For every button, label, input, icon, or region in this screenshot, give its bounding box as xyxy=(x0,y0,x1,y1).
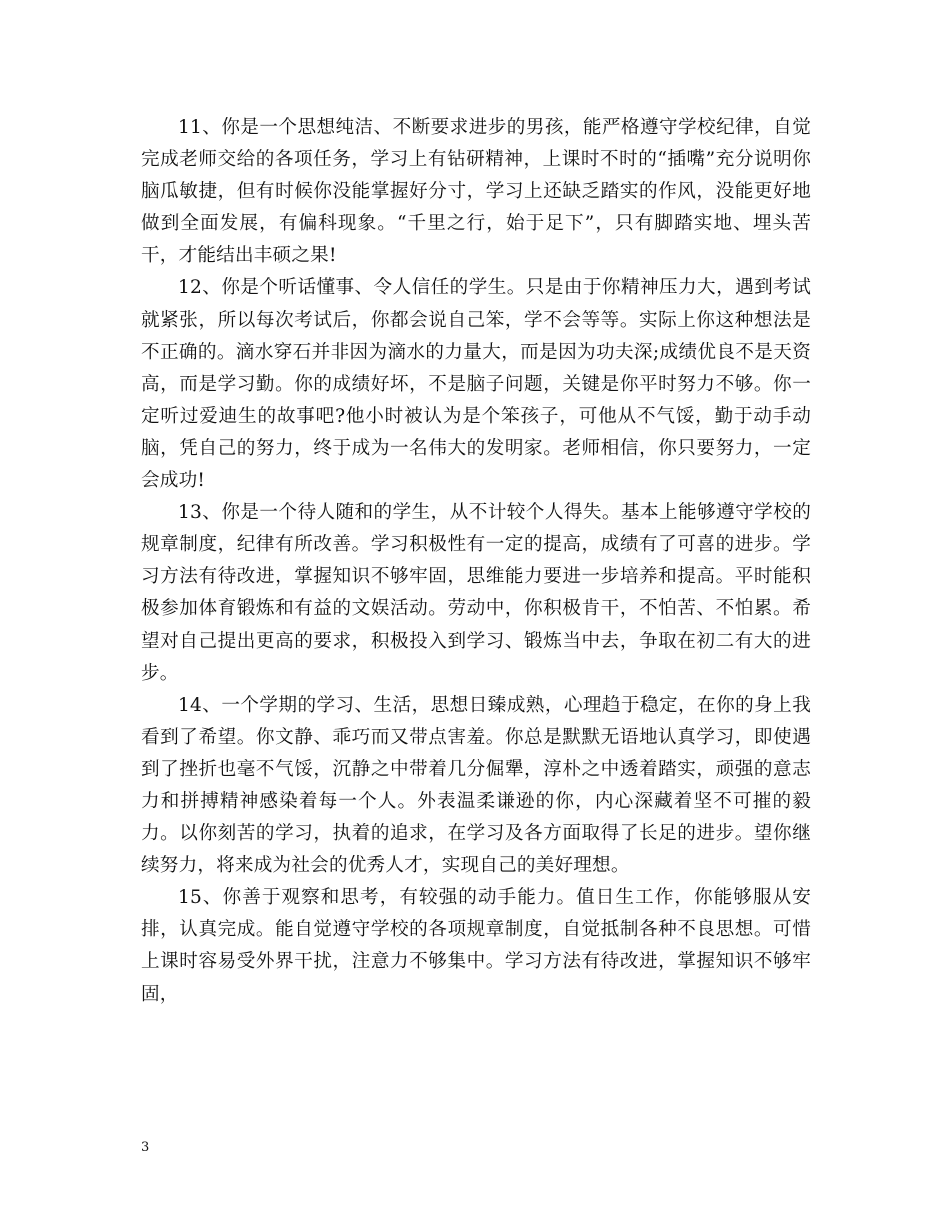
paragraph-12: 12、你是个听话懂事、令人信任的学生。只是由于你精神压力大，遇到考试就紧张，所以每次考试后，你都会说自己笨，学不会等等。实际上你这种想法是不正确的。滴水穿石并非因为滴水的力量大，而是因为功夫深;成绩优良不是天资高，而是学习勤。你的成绩好坏，不是脑子问题，关键是你平时努力不够。你一定听过爱迪生的故事吧?他小时被认为是个笨孩子，可他从不气馁，勤于动手动脑，凭自己的努力，终于成为一名伟大的发明家。老师相信，你只要努力，一定会成功! xyxy=(141,277,811,492)
document-body xyxy=(141,112,811,1011)
page-number: 3 xyxy=(141,1140,150,1155)
paragraph-14: 14、一个学期的学习、生活，思想日臻成熟，心理趋于稳定，在你的身上我看到了希望。你文静、乖巧而又带点害羞。你总是默默无语地认真学习，即使遇到了挫折也毫不气馁，沉静之中带着几分倔犟，淳朴之中透着踏实，顽强的意志力和拼搏精神感染着每一个人。外表温柔谦逊的你，内心深藏着坚不可摧的毅力。以你刻苦的学习，执着的追求，在学习及各方面取得了长足的进步。望你继续努力，将来成为社会的优秀人才，实现自己的美好理想。 xyxy=(141,694,811,877)
paragraph-13: 13、你是一个待人随和的学生，从不计较个人得失。基本上能够遵守学校的规章制度，纪律有所改善。学习积极性有一定的提高，成绩有了可喜的进步。学习方法有待改进，掌握知识不够牢固，思维能力要进一步培养和提高。平时能积极参加体育锻炼和有益的文娱活动。劳动中，你积极肯干，不怕苦、不怕累。希望对自己提出更高的要求，积极投入到学习、锻炼当中去，争取在初二有大的进步。 xyxy=(141,502,811,684)
paragraph-11: 11、你是一个思想纯洁、不断要求进步的男孩，能严格遵守学校纪律，自觉完成老师交给的各项任务，学习上有钻研精神，上课时不时的“插嘴”充分说明你脑瓜敏捷，但有时候你没能掌握好分寸，学习上还缺乏踏实的作风，没能更好地做到全面发展，有偏科现象。“千里之行，始于足下”，只有脚踏实地、埋头苦干，才能结出丰硕之果! xyxy=(141,117,811,267)
paragraph-15: 15、你善于观察和思考，有较强的动手能力。值日生工作，你能够服从安排，认真完成。能自觉遵守学校的各项规章制度，自觉抵制各种不良思想。可惜上课时容易受外界干扰，注意力不够集中。学习方法有待改进，掌握知识不够牢固， xyxy=(141,887,811,1005)
